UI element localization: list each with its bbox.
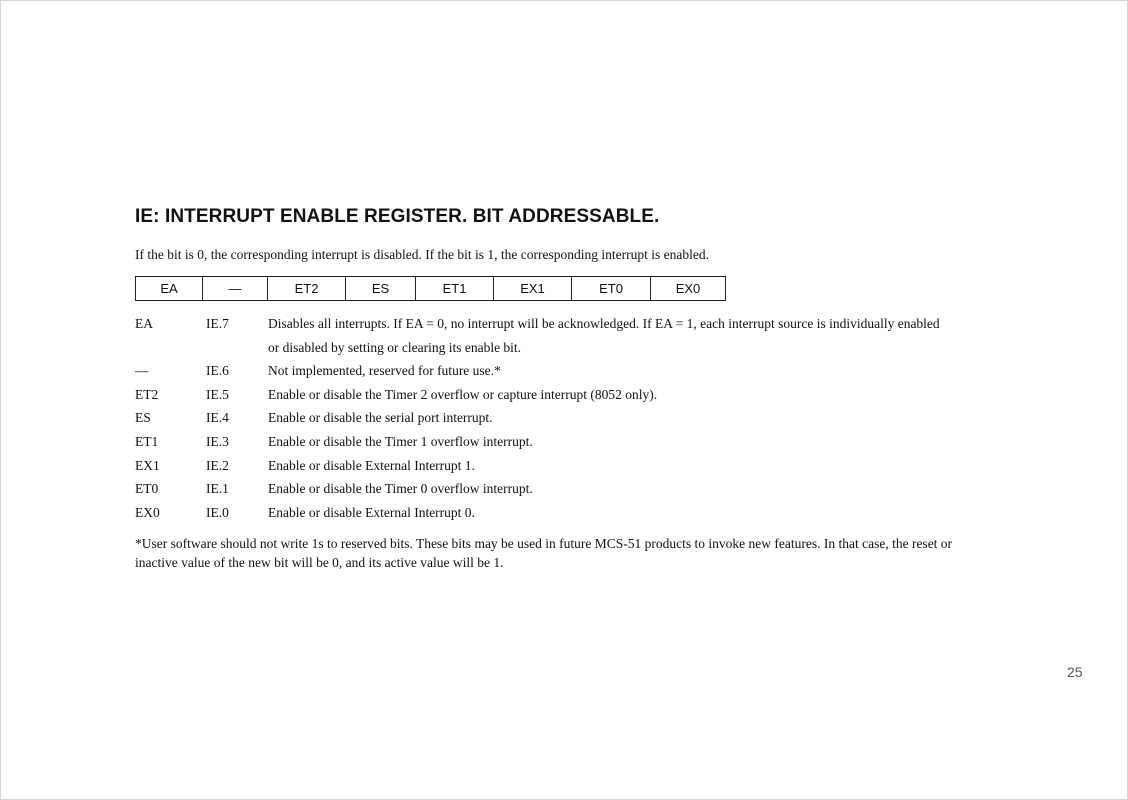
- bit-address: IE.4: [206, 410, 229, 426]
- bit-desc: Disables all interrupts. If EA = 0, no interrupt will be acknowledged. If EA = 1, each interrupt source is individually enabled or disabled by setting or clearing its enable bit.: [268, 316, 940, 355]
- bit-row: [135, 477, 948, 501]
- bit-desc: Enable or disable the Timer 2 overflow or capture interrupt (8052 only).: [268, 386, 658, 402]
- bit-row: [135, 312, 948, 359]
- bit-name: ES: [135, 410, 151, 426]
- bit-name: EX1: [135, 457, 160, 473]
- bit-desc: Enable or disable External Interrupt 0.: [268, 504, 475, 520]
- bit-name: EA: [135, 316, 153, 331]
- bit-address: IE.0: [206, 504, 229, 520]
- bit-address: IE.1: [206, 481, 229, 497]
- bit-address: IE.7: [206, 316, 229, 331]
- bit-row: [135, 359, 948, 383]
- bit-desc: Not implemented, reserved for future use.*: [268, 363, 501, 379]
- bit-desc: Enable or disable the serial port interrupt.: [268, 410, 493, 426]
- bit-cell: ET1: [416, 277, 494, 300]
- bit-row: [135, 430, 948, 454]
- bit-desc: Enable or disable the Timer 1 overflow interrupt.: [268, 433, 533, 449]
- bit-desc: Enable or disable the Timer 0 overflow interrupt.: [268, 481, 533, 497]
- bit-cell: —: [203, 277, 268, 300]
- bit-name: ET1: [135, 433, 159, 449]
- bit-name: —: [135, 363, 149, 379]
- bit-cell: ET0: [572, 277, 651, 300]
- bit-desc: Enable or disable External Interrupt 1.: [268, 457, 475, 473]
- footnote: *User software should not write 1s to reserved bits. These bits may be used in future MCS-51 products to invoke new features. In that case, the reset or inactive value of the new bit will be 0, and its active value will be 1.: [135, 536, 953, 570]
- bit-row: [135, 383, 948, 407]
- bit-row: [135, 454, 948, 478]
- bit-descriptions: [135, 312, 948, 524]
- bit-address: IE.6: [206, 363, 229, 379]
- page-number: 25: [1067, 664, 1083, 680]
- bit-row: [135, 501, 948, 525]
- register-bit-table: [135, 276, 726, 301]
- bit-address: IE.5: [206, 386, 229, 402]
- bit-row: [135, 406, 948, 430]
- bit-cell: ET2: [268, 277, 346, 300]
- bit-cell: EX0: [675, 281, 701, 296]
- bit-name: ET2: [135, 386, 159, 402]
- register-subtitle: If the bit is 0, the corresponding interrupt is disabled. If the bit is 1, the corresponding interrupt is enabled.: [135, 247, 709, 262]
- bit-name: ET0: [135, 481, 159, 497]
- bit-cell: ES: [346, 277, 416, 300]
- register-title: IE: INTERRUPT ENABLE REGISTER. BIT ADDRESSABLE.: [135, 206, 660, 227]
- bit-address: IE.3: [206, 433, 229, 449]
- bit-address: IE.2: [206, 457, 229, 473]
- bit-cell: EX1: [494, 277, 572, 300]
- bit-cell: EA: [136, 277, 203, 300]
- bit-name: EX0: [135, 504, 160, 520]
